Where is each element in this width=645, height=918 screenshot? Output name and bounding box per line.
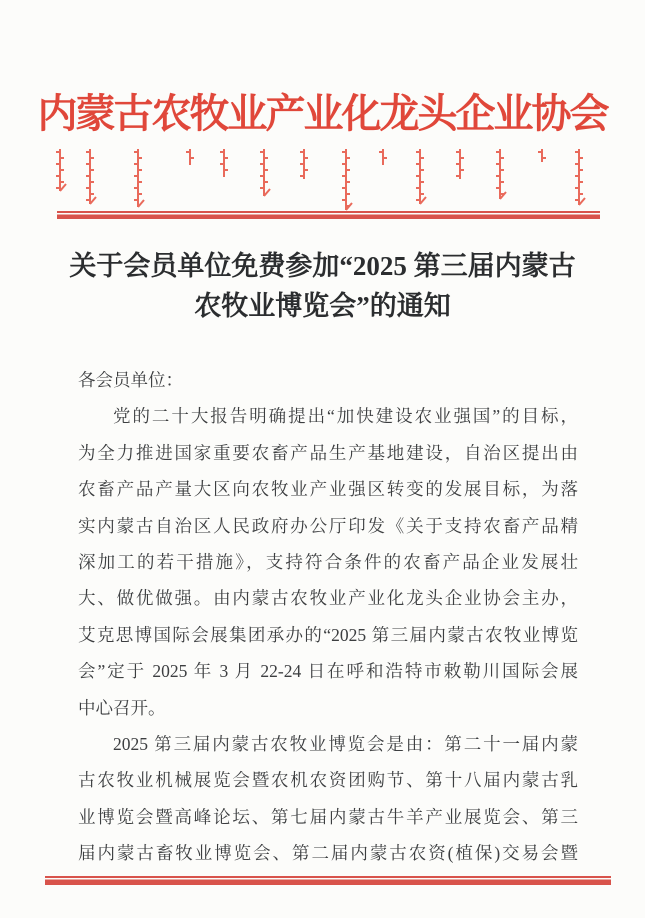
body-line: 农畜产品产量大区向农牧业产业强区转变的发展目标，为落 <box>78 479 578 500</box>
document-title <box>40 246 605 326</box>
mongolian-word-glyph <box>220 149 228 177</box>
mongolian-word-glyph <box>86 149 96 204</box>
body-line: 大、做优做强。由内蒙古农牧业产业化龙头企业协会主办， <box>78 588 578 609</box>
mongolian-word-glyph <box>496 149 506 199</box>
body-line: 实内蒙古自治区人民政府办公厅印发《关于支持农畜产品精 <box>78 515 578 536</box>
body-text <box>78 362 578 872</box>
body-line: 为全力推进国家重要农畜产品生产基地建设，自治区提出由 <box>78 442 578 463</box>
body-line: 2025 第三届内蒙古农牧业博览会是由：第二十一届内蒙 <box>113 734 578 755</box>
body-line: 会”定于 2025 年 3 月 22-24 日在呼和浩特市敕勒川国际会展 <box>78 661 578 682</box>
mongolian-word-glyph <box>379 149 387 165</box>
body-line: 届内蒙古畜牧业博览会、第二届内蒙古农资(植保)交易会暨 <box>78 843 578 864</box>
mongolian-word-glyph <box>342 149 352 210</box>
mongolian-word-glyph <box>260 149 270 196</box>
mongolian-word-glyph <box>575 149 585 205</box>
org-name: 内蒙古农牧业产业化龙头企业协会 <box>37 91 608 136</box>
mongolian-word-glyph <box>134 149 144 207</box>
body-line: 党的二十大报告明确提出“加快建设农业强国”的目标， <box>113 406 578 427</box>
body-line: 中心召开。 <box>78 697 166 718</box>
document-title-line: 农牧业博览会”的通知 <box>194 291 451 321</box>
salutation: 各会员单位： <box>78 370 183 390</box>
footer-divider <box>45 876 611 886</box>
body-line: 艾克思博国际会展集团承办的“2025 第三届内蒙古农牧业博览 <box>78 624 578 645</box>
body-line: 深加工的若干措施》，支持符合条件的农畜产品企业发展壮 <box>78 552 578 573</box>
mongolian-word-glyph <box>538 149 546 162</box>
mongolian-word-glyph <box>456 149 464 179</box>
mongolian-word-glyph <box>300 149 308 179</box>
body-line: 古农牧业机械展览会暨农机农资团购节、第十八届内蒙古乳 <box>78 770 578 791</box>
mongolian-word-glyph <box>416 149 426 204</box>
document-title-line: 关于会员单位免费参加“2025 第三届内蒙古 <box>69 251 576 281</box>
mongolian-word-glyph <box>56 149 66 191</box>
mongolian-script <box>52 146 600 212</box>
body-line: 业博览会暨高峰论坛、第七届内蒙古牛羊产业展览会、第三 <box>78 806 578 827</box>
letterhead-divider <box>57 211 600 220</box>
mongolian-word-glyph <box>186 149 194 165</box>
